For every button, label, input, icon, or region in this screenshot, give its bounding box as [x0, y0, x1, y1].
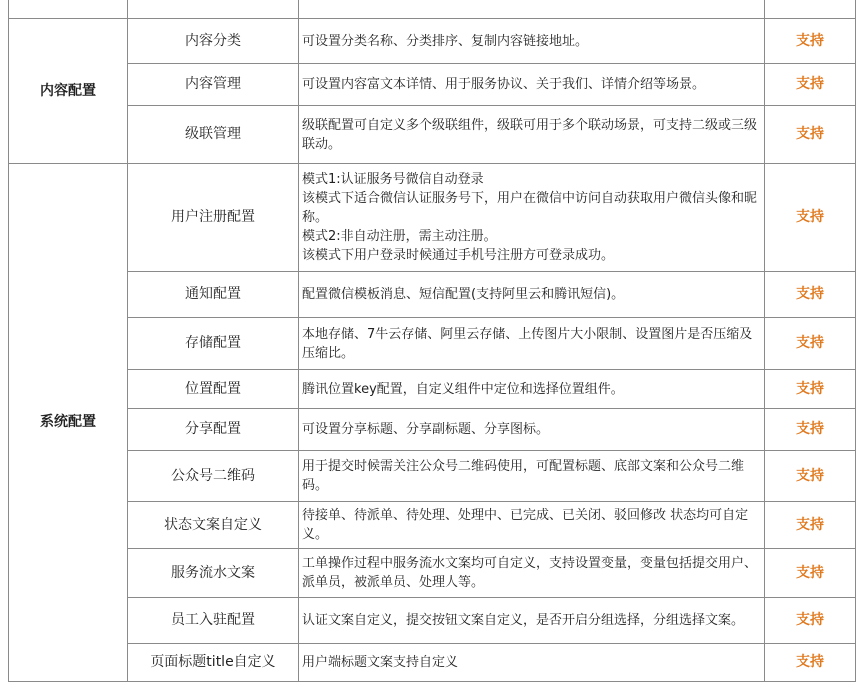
feature-cell [128, 0, 299, 19]
support-status: 支持 [765, 64, 856, 106]
table-row [9, 318, 856, 370]
feature-description [299, 451, 765, 502]
support-status: 支持 [765, 598, 856, 644]
feature-table [8, 0, 856, 682]
table-row [9, 106, 856, 164]
support-status: 支持 [765, 19, 856, 64]
table-row [9, 272, 856, 318]
feature-name: 位置配置 [128, 370, 299, 409]
support-status: 支持 [765, 451, 856, 502]
cut-off-row [9, 0, 856, 19]
feature-description [299, 644, 765, 682]
table-row [9, 549, 856, 598]
feature-description [299, 598, 765, 644]
description-line: 级联配置可自定义多个级联组件，级联可用于多个联动场景，可支持二级或三级联动。 [302, 117, 758, 152]
feature-description [299, 370, 765, 409]
feature-name: 级联管理 [128, 106, 299, 164]
desc-cell [299, 0, 765, 19]
table-row [9, 64, 856, 106]
description-line: 模式2:非自动注册，需主动注册。 [302, 229, 497, 244]
support-cell [765, 0, 856, 19]
description-line: 用户端标题文案支持自定义 [302, 655, 459, 670]
feature-description [299, 19, 765, 64]
feature-name: 公众号二维码 [128, 451, 299, 502]
group-label: 内容配置 [9, 19, 128, 164]
description-line: 可设置内容富文本详情、用于服务协议、关于我们、详情介绍等场景。 [302, 77, 706, 92]
support-status: 支持 [765, 502, 856, 549]
support-status: 支持 [765, 370, 856, 409]
description-line: 该模式下适合微信认证服务号下，用户在微信中访问自动获取用户微信头像和昵称。 [302, 191, 758, 225]
feature-description [299, 272, 765, 318]
support-status: 支持 [765, 644, 856, 682]
table-row [9, 409, 856, 451]
description-line: 模式1:认证服务号微信自动登录 [302, 172, 484, 187]
feature-name: 内容管理 [128, 64, 299, 106]
table-row [9, 19, 856, 64]
support-status: 支持 [765, 409, 856, 451]
feature-name: 用户注册配置 [128, 164, 299, 272]
feature-name: 内容分类 [128, 19, 299, 64]
description-line: 工单操作过程中服务流水文案均可自定义，支持设置变量，变量包括提交用户、派单员，被派单员、处理人等。 [302, 556, 758, 590]
feature-name: 服务流水文案 [128, 549, 299, 598]
description-line: 配置微信模板消息、短信配置(支持阿里云和腾讯短信)。 [302, 287, 625, 302]
feature-name: 分享配置 [128, 409, 299, 451]
description-line: 本地存储、7牛云存储、阿里云存储、上传图片大小限制、设置图片是否压缩及压缩比。 [302, 326, 753, 361]
table-row [9, 502, 856, 549]
feature-description [299, 409, 765, 451]
support-status: 支持 [765, 272, 856, 318]
table-row [9, 164, 856, 272]
feature-description [299, 549, 765, 598]
support-status: 支持 [765, 318, 856, 370]
description-line: 腾讯位置key配置，自定义组件中定位和选择位置组件。 [302, 381, 624, 397]
feature-description [299, 106, 765, 164]
feature-name: 员工入驻配置 [128, 598, 299, 644]
feature-description [299, 164, 765, 272]
description-line: 待接单、待派单、待处理、处理中、已完成、已关闭、驳回修改 状态均可自定义。 [302, 508, 749, 542]
group-cell [9, 0, 128, 19]
feature-name: 存储配置 [128, 318, 299, 370]
description-line: 用于提交时候需关注公众号二维码使用，可配置标题、底部文案和公众号二维码。 [302, 459, 745, 493]
feature-name: 状态文案自定义 [128, 502, 299, 549]
feature-description [299, 318, 765, 370]
description-line: 可设置分类名称、分类排序、复制内容链接地址。 [302, 33, 589, 49]
table-row [9, 598, 856, 644]
table-row [9, 644, 856, 682]
feature-name: 通知配置 [128, 272, 299, 318]
description-line: 该模式下用户登录时候通过手机号注册方可登录成功。 [302, 248, 615, 263]
description-line: 可设置分享标题、分享副标题、分享图标。 [302, 422, 550, 437]
group-label: 系统配置 [9, 164, 128, 682]
description-line: 认证文案自定义，提交按钮文案自定义，是否开启分组选择，分组选择文案。 [302, 613, 745, 628]
support-status: 支持 [765, 164, 856, 272]
table-row [9, 451, 856, 502]
feature-name: 页面标题title自定义 [128, 644, 299, 682]
table-row [9, 370, 856, 409]
support-status: 支持 [765, 106, 856, 164]
support-status: 支持 [765, 549, 856, 598]
feature-description [299, 502, 765, 549]
feature-description [299, 64, 765, 106]
